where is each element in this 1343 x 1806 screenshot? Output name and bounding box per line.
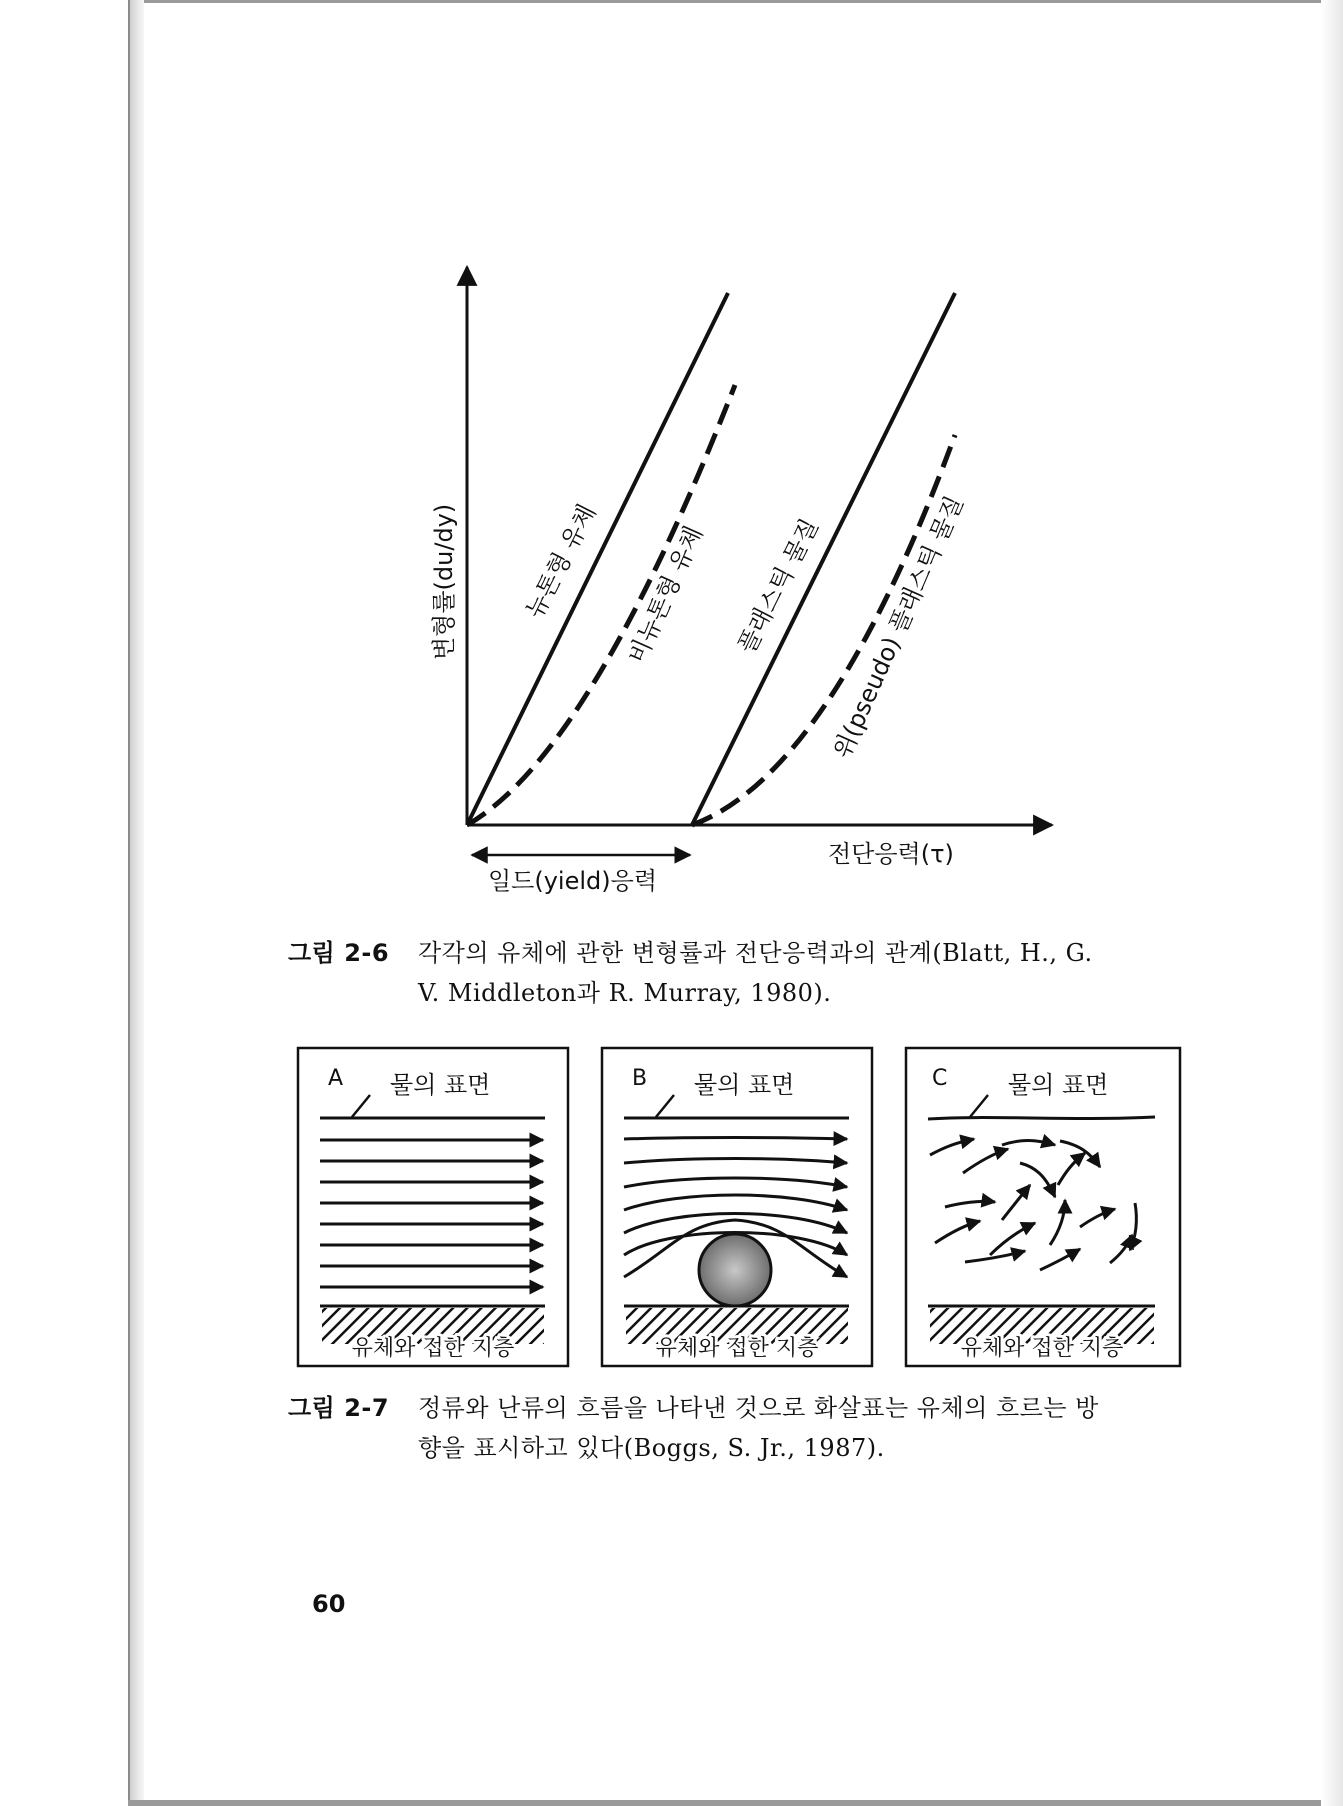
curve-label-pseudo-plastic: 위(pseudo) 플래스틱 물질	[827, 491, 969, 763]
caption-line: 향을 표시하고 있다(Boggs, S. Jr., 1987).	[418, 1434, 885, 1462]
caption-line: 정류와 난류의 흐름을 나타낸 것으로 화살표는 유체의 흐르는 방	[418, 1394, 1099, 1422]
bed-label: 유체와 접한 지층	[960, 1336, 1124, 1361]
caption-number: 그림 2-6	[288, 939, 390, 967]
page-right-shadow	[1321, 0, 1343, 1806]
caption-figure-2-6	[288, 933, 1208, 1013]
bed-label: 유체와 접한 지층	[351, 1336, 515, 1361]
surface-label: 물의 표면	[1008, 1071, 1109, 1099]
surface-label: 물의 표면	[694, 1071, 795, 1099]
curve-pseudo-plastic	[692, 435, 955, 825]
caption-line: 각각의 유체에 관한 변형률과 전단응력과의 관계(Blatt, H., G.	[418, 939, 1093, 967]
panel-letter: B	[632, 1066, 648, 1091]
page-top-edge	[128, 0, 1343, 3]
panel-b	[602, 1048, 872, 1366]
curve-label-plastic: 플래스틱 물질	[732, 514, 824, 658]
page-left-edge	[128, 0, 144, 1806]
curve-label-newtonian: 뉴톤형 유체	[520, 499, 602, 623]
panel-c	[906, 1048, 1180, 1366]
panel-letter: C	[932, 1066, 948, 1091]
figure-2-7	[290, 1045, 1190, 1370]
panel-a	[298, 1048, 568, 1366]
figure-2-6	[400, 255, 1080, 915]
caption-number: 그림 2-7	[288, 1394, 390, 1422]
x-axis-label: 전단응력(τ)	[828, 840, 954, 868]
panel-letter: A	[328, 1066, 344, 1091]
curve-non-newtonian	[467, 385, 735, 825]
page-bottom-edge	[128, 1800, 1343, 1806]
yield-label: 일드(yield)응력	[488, 867, 658, 895]
grain	[699, 1234, 771, 1306]
surface-label: 물의 표면	[390, 1071, 491, 1099]
bed-label: 유체와 접한 지층	[655, 1336, 819, 1361]
page-number: 60	[312, 1590, 346, 1618]
caption-line: V. Middleton과 R. Murray, 1980).	[418, 979, 832, 1007]
caption-figure-2-7	[288, 1388, 1208, 1468]
curve-label-non-newtonian: 비뉴톤형 유체	[622, 522, 709, 668]
y-axis-label: 변형률(du/dy)	[430, 503, 458, 660]
